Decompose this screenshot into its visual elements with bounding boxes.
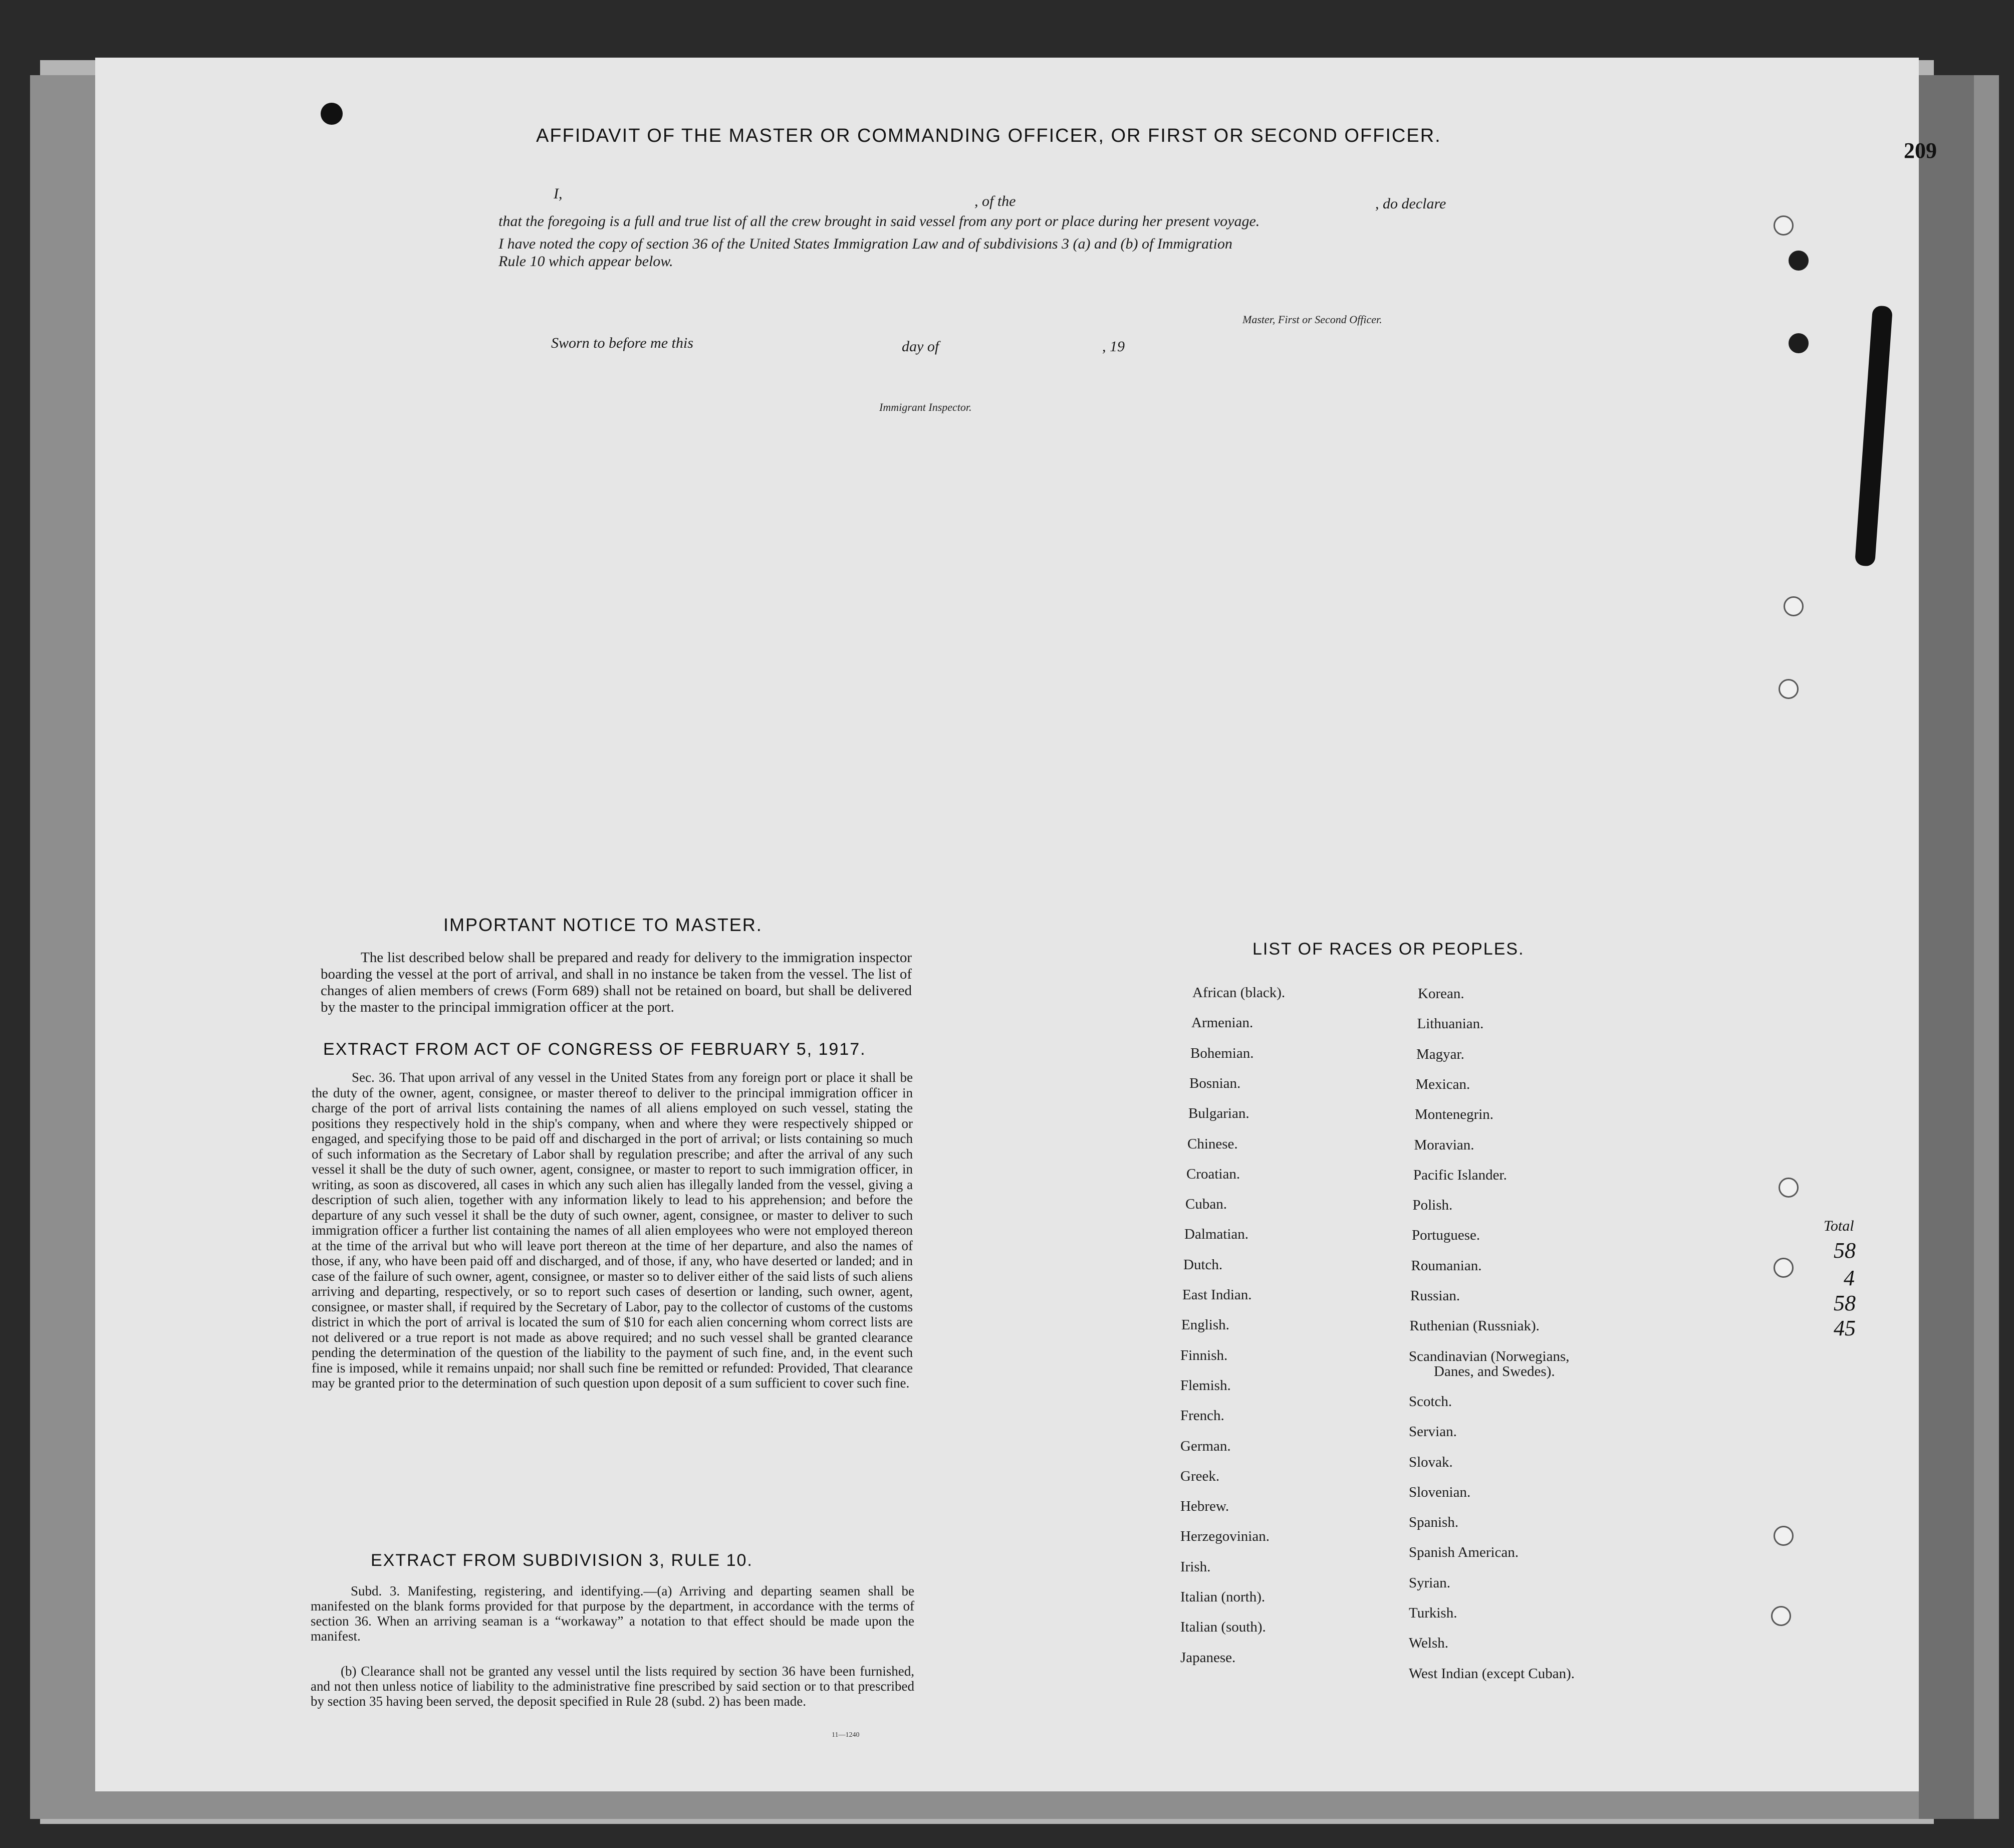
race-item: Servian. bbox=[1409, 1424, 1457, 1440]
punch-hole bbox=[1779, 679, 1799, 699]
race-item: Chinese. bbox=[1187, 1135, 1238, 1152]
race-item: Greek. bbox=[1180, 1468, 1220, 1484]
race-item: Cuban. bbox=[1185, 1196, 1227, 1213]
race-item: Montenegrin. bbox=[1415, 1106, 1494, 1123]
race-item: Danes, and Swedes). bbox=[1434, 1363, 1555, 1379]
day-of-text: day of bbox=[902, 338, 939, 355]
race-item: Italian (south). bbox=[1180, 1619, 1266, 1636]
form-code: 11—1240 bbox=[832, 1731, 860, 1739]
race-item: Portuguese. bbox=[1412, 1227, 1480, 1244]
race-item: Flemish. bbox=[1180, 1377, 1231, 1394]
race-item: Bohemian. bbox=[1190, 1045, 1254, 1061]
affidavit-line2: that the foregoing is a full and true list of all the crew brought in said vessel from any port or place during her present voyage. bbox=[498, 213, 1260, 229]
punch-hole bbox=[1789, 251, 1809, 271]
punch-hole bbox=[1774, 215, 1794, 236]
race-item: Slovenian. bbox=[1409, 1484, 1471, 1500]
race-item: Dutch. bbox=[1183, 1256, 1223, 1273]
race-item: Syrian. bbox=[1409, 1574, 1450, 1591]
race-item: French. bbox=[1180, 1408, 1224, 1424]
race-item: Spanish. bbox=[1409, 1514, 1459, 1531]
race-item: Herzegovinian. bbox=[1180, 1528, 1270, 1545]
race-item: African (black). bbox=[1192, 985, 1286, 1001]
race-item: Scandinavian (Norwegians, bbox=[1409, 1348, 1570, 1364]
race-item: Turkish. bbox=[1409, 1605, 1457, 1621]
punch-hole bbox=[1774, 1258, 1794, 1278]
punch-hole bbox=[1784, 596, 1804, 616]
race-item: Korean. bbox=[1418, 986, 1464, 1002]
race-item: Polish. bbox=[1412, 1197, 1453, 1214]
affidavit-line4: Rule 10 which appear below. bbox=[498, 253, 673, 270]
race-item: English. bbox=[1181, 1317, 1229, 1333]
race-item: West Indian (except Cuban). bbox=[1409, 1665, 1575, 1682]
extract-rule-title: EXTRACT FROM SUBDIVISION 3, RULE 10. bbox=[371, 1551, 753, 1570]
race-item: Pacific Islander. bbox=[1413, 1167, 1507, 1183]
punch-hole bbox=[1774, 1526, 1794, 1546]
race-item: Bosnian. bbox=[1189, 1075, 1241, 1091]
race-item: Hebrew. bbox=[1180, 1498, 1229, 1515]
race-item: East Indian. bbox=[1182, 1287, 1252, 1303]
race-item: German. bbox=[1180, 1438, 1231, 1454]
race-item: Croatian. bbox=[1186, 1166, 1240, 1182]
race-item: Welsh. bbox=[1409, 1635, 1449, 1652]
race-item: Mexican. bbox=[1415, 1076, 1470, 1092]
race-item: Magyar. bbox=[1416, 1046, 1464, 1062]
race-item: Finnish. bbox=[1180, 1347, 1228, 1363]
race-item: Slovak. bbox=[1409, 1454, 1453, 1470]
affidavit-line3: I have noted the copy of section 36 of the United States Immigration Law and of subdivisions 3 (a) and (b) of Immigration bbox=[498, 236, 1232, 252]
inspector-caption: Immigrant Inspector. bbox=[879, 401, 972, 413]
race-item: Russian. bbox=[1410, 1288, 1460, 1304]
affidavit-declare: , do declare bbox=[1375, 195, 1446, 212]
sworn-text: Sworn to before me this bbox=[551, 335, 693, 351]
subdivision-3b-text: (b) Clearance shall not be granted any vessel until the lists required by section 36 have been furnished, and not then unless notice of liability to the administrative fine prescribed by said section or to that prescribed by section 35 having been served, the deposit specified in Rule 28 (subd. 2) has been made. bbox=[311, 1664, 914, 1709]
year-text: , 19 bbox=[1102, 338, 1125, 355]
race-item: Bulgarian. bbox=[1188, 1105, 1249, 1122]
race-item: Ruthenian (Russniak). bbox=[1409, 1318, 1540, 1334]
race-item: Japanese. bbox=[1180, 1649, 1236, 1666]
punch-hole bbox=[1789, 333, 1809, 353]
race-item: Dalmatian. bbox=[1184, 1226, 1249, 1243]
race-item: Moravian. bbox=[1414, 1136, 1474, 1153]
margin-value: 58 bbox=[1834, 1291, 1856, 1315]
race-item: Roumanian. bbox=[1411, 1257, 1482, 1274]
signature-caption: Master, First or Second Officer. bbox=[1242, 313, 1382, 326]
race-item: Italian (north). bbox=[1180, 1589, 1266, 1605]
binding-strip bbox=[1919, 75, 1974, 1819]
ink-dot-mark bbox=[321, 103, 343, 125]
punch-hole bbox=[1779, 1178, 1799, 1198]
section-36-text: Sec. 36. That upon arrival of any vessel in the United States from any foreign port or place it shall be the duty of the owner, agent, consignee, or master thereof to deliver to the principal immigration officer in charge of the port of arrival lists containing the names of all aliens employed on such vessel, stating the positions they respectively hold in the ship's company, when and where they were respectively shipped or engaged, and specifying those to be paid off and discharged in the port of arrival; or lists containing so much of such information as the Secretary of Labor shall by regulation prescribe; and after the arrival of any such vessel it shall be the duty of such owner, agent, consignee, or master to report to such immigration officer, in writing, as soon as discovered, all cases in which any such alien has illegally landed from the vessel, giving a description of such alien, together with any information likely to lead to his apprehension; and before the departure of any such vessel it shall be the duty of such owner, agent, consignee, or master to deliver to such immigration officer a further list containing the names of all alien employees who were not employed thereon at the time of the arrival but who will leave port thereon at the time of her departure, and also the names of those, if any, who have been paid off and discharged, and of those, if any, who have deserted or landed; and in case of the failure of such owner, agent, consignee, or master so to deliver either of the said lists of such aliens arriving and departing, respectively, or so to report such cases of desertion or landing, such owner, agent, consignee, or master shall, if required by the Secretary of Labor, pay to the collector of customs of the customs district in which the port of arrival is located the sum of $10 for each alien concerning whom correct lists are not delivered or a true report is not made as above required; and no such vessel shall be granted clearance pending the determination of the question of the liability to the payment of such fine, and, in the event such fine is imposed, while it remains unpaid; nor shall such fine be remitted or refunded: Provided, That clearance may be granted prior to the determination of such question upon deposit of a sum sufficient to cover such fine. bbox=[312, 1070, 913, 1391]
punch-hole bbox=[1771, 1606, 1791, 1626]
notice-title: IMPORTANT NOTICE TO MASTER. bbox=[443, 914, 763, 935]
margin-value: 58 bbox=[1834, 1238, 1856, 1263]
margin-value: 4 bbox=[1844, 1266, 1855, 1290]
margin-total-label: Total bbox=[1824, 1218, 1854, 1234]
race-item: Scotch. bbox=[1409, 1393, 1452, 1410]
race-item: Irish. bbox=[1180, 1558, 1211, 1575]
race-item: Lithuanian. bbox=[1417, 1016, 1484, 1032]
races-title: LIST OF RACES OR PEOPLES. bbox=[1252, 940, 1525, 959]
subdivision-3a-text: Subd. 3. Manifesting, registering, and identifying.—(a) Arriving and departing seamen shall be manifested on the blank forms provided for that purpose by the department, in accordance with the terms of section 36. When an arriving seaman is a “workaway” a notation to that effect should be made upon the manifest. bbox=[311, 1583, 914, 1644]
page-number: 209 bbox=[1904, 138, 1937, 163]
race-item: Armenian. bbox=[1191, 1015, 1253, 1031]
affidavit-title: AFFIDAVIT OF THE MASTER OR COMMANDING OFFICER, OR FIRST OR SECOND OFFICER. bbox=[536, 125, 1441, 146]
affidavit-i: I, bbox=[554, 185, 563, 202]
extract-act-title: EXTRACT FROM ACT OF CONGRESS OF FEBRUARY 5, 1917. bbox=[323, 1040, 866, 1059]
notice-body: The list described below shall be prepared and ready for delivery to the immigration inspector boarding the vessel at the port of arrival, and shall in no instance be taken from the vessel. The list of changes of alien members of crews (Form 689) shall not be retained on board, but shall be delivered by the master to the principal immigration officer at the port. bbox=[321, 950, 912, 1015]
margin-value: 45 bbox=[1834, 1316, 1856, 1340]
document-page bbox=[95, 58, 1919, 1791]
affidavit-of-the: , of the bbox=[974, 193, 1016, 209]
race-item: Spanish American. bbox=[1409, 1544, 1519, 1561]
